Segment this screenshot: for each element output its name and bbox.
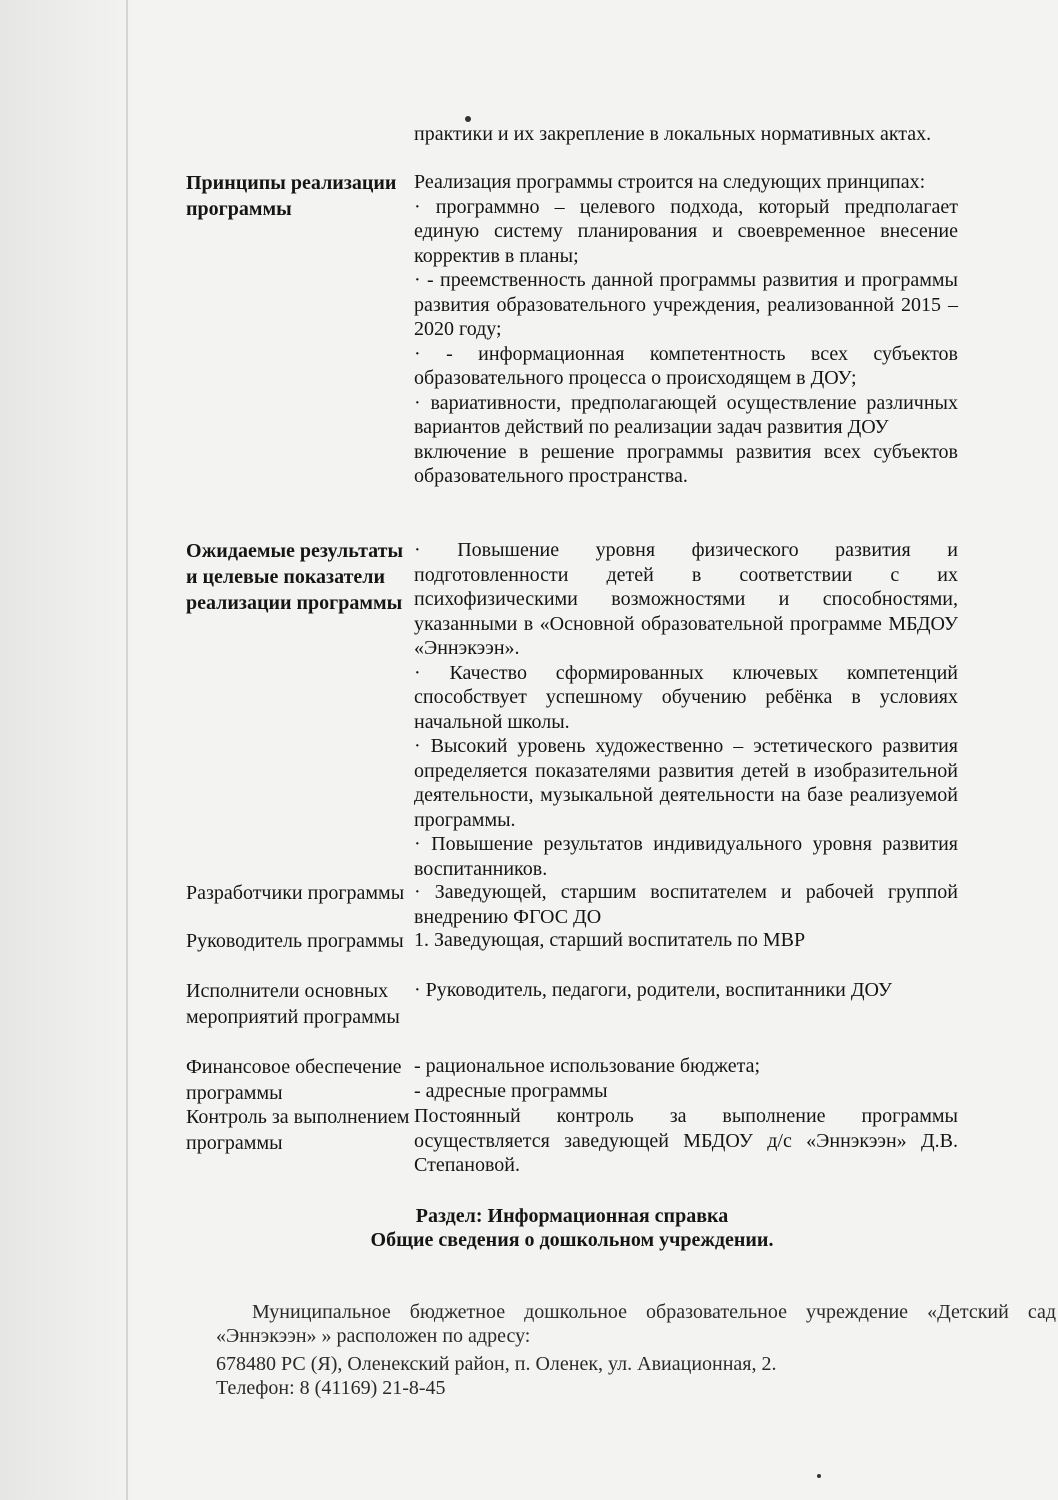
section-title: Раздел: Информационная справка [415,1205,729,1227]
row-content [414,880,958,929]
row-label: Разработчики программы [186,882,405,904]
row-label: Исполнители основных мероприятий программы [186,980,400,1028]
content-item: Постоянный контроль за выполнение программы осуществляется заведующей МБДОУ д/с «Эннэкээн» Д.В. Степановой. [414,1105,958,1176]
row-label: Принципы реализации программы [186,172,397,220]
row-content [414,978,958,1003]
info-paragraph: Муниципальное бюджетное дошкольное образовательное учреждение «Детский сад «Эннэкээн» » расположен по адресу: [216,1301,1056,1347]
content-item: 1. Заведующая, старший воспитатель по МВР [414,929,806,951]
content-item: · программно – целевого подхода, который предполагает единую систему планирования и своевременное внесение корректив в планы; [414,195,958,267]
info-address: 678480 РС (Я), Оленекский район, п. Оленек, ул. Авиационная, 2. [216,1353,777,1375]
row-label: Руководитель программы [186,930,404,952]
content-item: Реализация программы строится на следующих принципах: [414,171,926,193]
row-label: Ожидаемые результаты и целевые показатели реализации программы [186,540,404,614]
content-item: практики и их закрепление в локальных нормативных актах. [414,123,932,145]
scan-speck [465,116,471,122]
content-item: · Повышение результатов индивидуального уровня развития воспитанников. [414,833,958,880]
content-item: · - преемственность данной программы развития и программы развития образовательного учреждения, реализованной 2015 – 2020 году; [414,269,958,340]
row-content [414,538,958,881]
content-item: · Высокий уровень художественно – эстетического развития определяется показателями развития детей в изобразительной деятельности, музыкальной деятельности на базе реализуемой программы. [414,735,958,831]
section-subtitle: Общие сведения о дошкольном учреждении. [370,1229,774,1251]
content-item: - рациональное использование бюджета; [414,1055,760,1077]
row-label: Контроль за выполнением программы [186,1106,410,1154]
content-item: · Повышение уровня физического развития и подготовленности детей в соответствии с их психофизическими возможностями и способностями, указанными в «Основной образовательной программе МБДОУ «Эннэкээн». [414,539,958,659]
content-item: · - информационная компетентность всех субъектов образовательного процесса о происходящем в ДОУ; [414,342,958,389]
row-content [414,1104,958,1178]
content-item: включение в решение программы развития всех субъектов образовательного пространства. [414,440,958,487]
row-content [414,928,958,953]
row-label: Финансовое обеспечение программы [186,1056,402,1104]
row-content [414,170,958,489]
row-content [414,122,958,147]
content-item: - адресные программы [414,1079,608,1102]
info-phone: Телефон: 8 (41169) 21-8-45 [216,1377,446,1399]
content-item: · Руководитель, педагоги, родители, воспитанники ДОУ [414,979,892,1001]
content-item: · Качество сформированных ключевых компетенций способствует успешному обучению ребёнка в условиях начальной школы. [414,661,958,733]
content-item: · Заведующей, старшим воспитателем и рабочей группой внедрению ФГОС ДО [414,881,958,928]
content-item: · вариативности, предполагающей осуществление различных вариантов действий по реализации задач развития ДОУ [414,391,958,438]
scan-speck [817,1474,821,1478]
row-content [414,1054,958,1103]
